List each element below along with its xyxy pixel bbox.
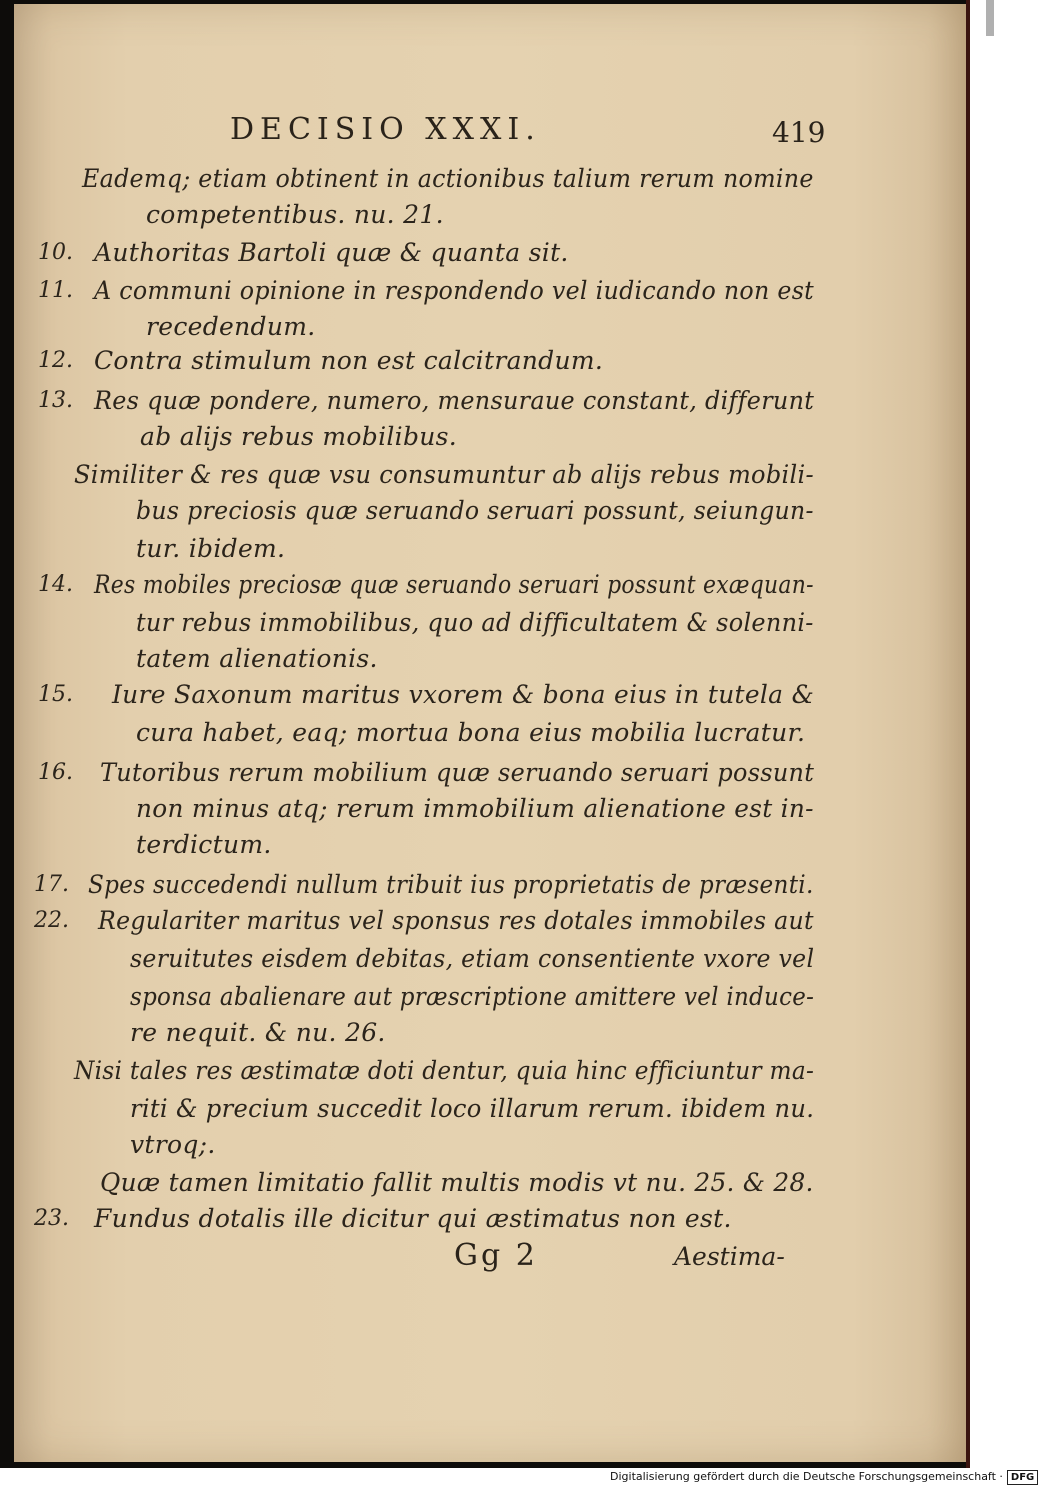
text-line: cura habet, eaq; mortua bona eius mobilia lucratur. xyxy=(136,718,806,747)
text-line: Iure Saxonum maritus vxorem & bona eius in tutela & xyxy=(112,680,815,709)
signature-mark: Gg 2 xyxy=(454,1238,538,1273)
text-line: re nequit. & nu. 26. xyxy=(130,1018,386,1047)
credit-text: Digitalisierung gefördert durch die Deutsche Forschungsgemeinschaft · xyxy=(610,1470,1003,1483)
entry-number: 12. xyxy=(38,348,73,373)
text-line: seruitutes eisdem debitas, etiam consentiente vxore vel xyxy=(130,944,815,973)
scan-margin xyxy=(970,0,1000,1468)
book-page xyxy=(14,4,966,1462)
text-line: Res mobiles preciosæ quæ seruando seruari possunt exæquan- xyxy=(94,570,814,599)
text-line: non minus atq; rerum immobilium alienatione est in- xyxy=(136,794,814,823)
text-line: bus preciosis quæ seruando seruari possunt, seiungun- xyxy=(136,496,814,525)
digitization-credit xyxy=(610,1470,1038,1485)
text-line: tur rebus immobilibus, quo ad difficultatem & solenni- xyxy=(136,608,814,637)
text-line: recedendum. xyxy=(146,312,316,341)
text-line: ab alijs rebus mobilibus. xyxy=(140,422,458,451)
text-line: competentibus. nu. 21. xyxy=(146,200,444,229)
entry-number: 10. xyxy=(38,240,73,265)
text-line: vtroq;. xyxy=(130,1130,216,1159)
entry-number: 15. xyxy=(38,682,73,707)
text-line: tatem alienationis. xyxy=(136,644,378,673)
text-line: Fundus dotalis ille dicitur qui æstimatus non est. xyxy=(94,1204,732,1233)
text-line: Nisi tales res æstimatæ doti dentur, quia hinc efficiuntur ma- xyxy=(74,1056,815,1085)
entry-number: 13. xyxy=(38,388,73,413)
entry-number: 23. xyxy=(34,1206,69,1231)
text-line: sponsa abalienare aut præscriptione amittere vel induce- xyxy=(130,982,815,1011)
entry-number: 14. xyxy=(38,572,73,597)
text-line: Similiter & res quæ vsu consumuntur ab alijs rebus mobili- xyxy=(74,460,814,489)
text-line: A communi opinione in respondendo vel iudicando non est xyxy=(94,276,814,305)
text-line: riti & precium succedit loco illarum rerum. ibidem nu. xyxy=(130,1094,815,1123)
text-line: Regulariter maritus vel sponsus res dotales immobiles aut xyxy=(98,906,814,935)
text-line: Authoritas Bartoli quæ & quanta sit. xyxy=(94,238,569,267)
text-line: tur. ibidem. xyxy=(136,534,286,563)
text-line: Eademq; etiam obtinent in actionibus talium rerum nomine xyxy=(82,164,814,193)
entry-number: 16. xyxy=(38,760,73,785)
text-line: Spes succedendi nullum tribuit ius proprietatis de præsenti. xyxy=(88,870,814,899)
page-header-title: DECISIO XXXI. xyxy=(230,112,541,147)
text-line: Quæ tamen limitatio fallit multis modis vt nu. 25. & 28. xyxy=(100,1168,814,1197)
text-line: terdictum. xyxy=(136,830,272,859)
text-line: Tutoribus rerum mobilium quæ seruando seruari possunt xyxy=(100,758,815,787)
dfg-logo: DFG xyxy=(1007,1470,1038,1485)
page-number: 419 xyxy=(772,116,826,149)
entry-number: 22. xyxy=(34,908,69,933)
text-line: Contra stimulum non est calcitrandum. xyxy=(94,346,604,375)
text-line: Res quæ pondere, numero, mensuraue constant, differunt xyxy=(94,386,815,415)
entry-number: 17. xyxy=(34,872,69,897)
entry-number: 11. xyxy=(38,278,73,303)
catchword: Aestima- xyxy=(674,1242,785,1271)
scan-marker xyxy=(986,0,994,36)
